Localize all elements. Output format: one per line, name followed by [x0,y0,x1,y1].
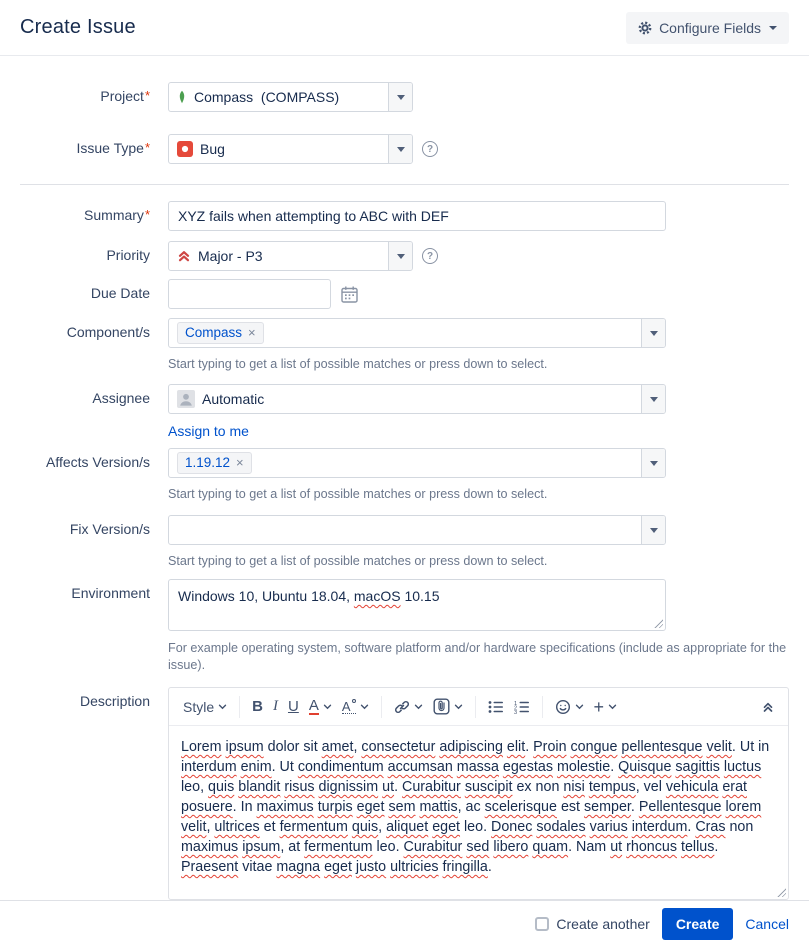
assignee-row [20,384,789,439]
summary-row [20,201,789,231]
environment-helper-text: For example operating system, software platform and/or hardware specifications (include as appropriate for the issue). [168,641,787,672]
chevron-down-icon [360,704,369,710]
dialog-footer [0,900,809,947]
priority-dropdown-button[interactable] [388,242,412,270]
fix-versions-row [20,515,789,570]
text-style-button[interactable] [337,695,374,718]
project-dropdown-button[interactable] [388,83,412,111]
chevron-down-icon [323,704,332,710]
attach-button[interactable] [428,694,468,719]
collapse-toolbar-button[interactable] [757,697,779,717]
underline-button[interactable] [283,694,304,719]
gear-icon [638,21,652,35]
chevron-down-icon [769,26,777,30]
help-icon[interactable]: ? [422,248,438,264]
create-issue-form [0,56,809,900]
required-indicator: * [144,140,150,155]
fix-versions-select[interactable] [168,515,666,545]
priority-select[interactable] [168,241,413,271]
issue-type-value: Bug [200,141,225,157]
assignee-label: Assignee [92,390,150,406]
toolbar-separator [542,696,543,718]
affects-versions-row [20,448,789,503]
assignee-dropdown-button[interactable] [641,385,665,413]
issue-type-select[interactable] [168,134,413,164]
fix-versions-label: Fix Version/s [69,521,150,537]
summary-input[interactable] [168,201,666,231]
required-indicator: * [144,88,150,103]
chevron-down-icon [575,704,584,710]
create-another-label: Create another [556,916,650,932]
chip-remove-icon[interactable]: × [248,325,256,340]
calendar-icon[interactable] [340,285,359,304]
insert-plus-icon: + [593,696,605,717]
resize-handle-icon[interactable] [653,618,663,628]
configure-fields-label: Configure Fields [659,19,761,36]
italic-button[interactable] [268,694,283,719]
svg-text:3: 3 [513,709,517,714]
environment-row [20,579,789,674]
assignee-value: Automatic [202,391,265,407]
issue-type-row [20,134,789,164]
priority-major-icon [177,249,191,263]
assign-to-me-link[interactable]: Assign to me [168,423,249,439]
dropdown-arrow-icon [650,331,658,336]
page-title: Create Issue [20,16,136,38]
affects-versions-dropdown-button[interactable] [641,449,665,477]
user-avatar-icon [177,390,195,408]
chevron-down-icon [454,704,463,710]
svg-text:1: 1 [513,700,517,707]
bug-icon [177,141,193,157]
create-button[interactable]: Create [662,908,734,940]
description-text: Lorem ipsum dolor sit amet, consectetur adipiscing elit. Proin congue pellentesque velit. Ut in interdum enim. Ut condimentum accumsan massa egestas molestie. Quisque sagittis luctus leo, quis blandit risus dignissim ut. Curabitur suscipit ex non nisi tempus, vel vehicula erat posuere. In maximus turpis eget sem mattis, ac scelerisque est semper. Pellentesque lorem velit, ultrices et fermentum quis, aliquet eget leo. Donec sodales varius interdum. Cras non maximus ipsum, at fermentum leo. Curabitur sed libero quam. Nam ut rhoncus tellus. Praesent vitae magna eget justo ultricies fringilla. [181,739,770,875]
section-divider [20,184,789,185]
due-date-input[interactable] [168,279,331,309]
priority-value: Major - P3 [198,248,263,264]
text-color-button[interactable] [304,694,337,719]
priority-row [20,241,789,271]
components-row [20,318,789,373]
collapse-icon [762,701,774,713]
create-another-checkbox[interactable] [535,917,549,931]
project-value: Compass (COMPASS) [194,89,340,105]
svg-text:2: 2 [513,705,517,712]
chevron-down-icon [414,704,423,710]
attach-icon [433,698,450,715]
components-dropdown-button[interactable] [641,319,665,347]
project-label: Project* [100,88,150,104]
chevron-down-icon [608,704,617,710]
toolbar-separator [475,696,476,718]
fix-versions-helper-text: Start typing to get a list of possible matches or press down to select. [168,554,548,568]
dropdown-arrow-icon [650,397,658,402]
description-textarea[interactable] [169,726,788,899]
bold-button[interactable] [247,694,268,719]
issue-type-label: Issue Type* [76,140,150,156]
numbered-list-icon [514,700,530,714]
affects-versions-select[interactable] [168,448,666,478]
dropdown-arrow-icon [650,528,658,533]
toolbar-separator [381,696,382,718]
link-icon [394,699,410,715]
bullet-list-button[interactable] [483,696,509,718]
insert-more-button[interactable] [589,696,623,718]
dropdown-arrow-icon [650,461,658,466]
affects-versions-label: Affects Version/s [45,454,150,470]
description-label: Description [79,693,150,709]
cancel-link[interactable]: Cancel [745,916,789,932]
underline-icon: U [287,698,299,715]
help-icon[interactable]: ? [422,141,438,157]
project-avatar-icon [177,90,187,104]
components-label: Component/s [66,324,150,340]
dropdown-arrow-icon [397,147,405,152]
issue-type-dropdown-button[interactable] [388,135,412,163]
affects-versions-helper-text: Start typing to get a list of possible matches or press down to select. [168,487,548,501]
dialog-header [0,0,809,56]
configure-fields-button[interactable] [626,12,789,44]
chip-label: Compass [185,325,243,340]
environment-textarea[interactable] [168,579,666,631]
dropdown-arrow-icon [397,95,405,100]
description-row [20,687,789,900]
summary-label: Summary* [84,207,150,223]
italic-icon: I [272,698,278,714]
environment-label: Environment [71,585,150,601]
style-menu-button[interactable]: Style [178,695,232,719]
bold-icon: B [252,698,263,715]
toolbar-separator [239,696,240,718]
link-button[interactable] [389,695,428,719]
priority-label: Priority [106,247,150,263]
description-editor [168,687,789,900]
project-row [20,82,789,112]
emoji-button[interactable] [550,695,589,719]
dropdown-arrow-icon [397,254,405,259]
project-select[interactable] [168,82,413,112]
assignee-select[interactable] [168,384,666,414]
due-date-label: Due Date [90,285,150,301]
bullet-list-icon [488,700,504,714]
text-color-icon: A [308,697,319,714]
fix-versions-dropdown-button[interactable] [641,516,665,544]
editor-toolbar [169,688,788,726]
text-style-icon: A [342,699,356,714]
affects-version-chip [177,452,252,474]
emoji-icon [555,699,571,715]
components-helper-text: Start typing to get a list of possible matches or press down to select. [168,357,548,371]
chip-label: 1.19.12 [185,455,231,470]
components-select[interactable] [168,318,666,348]
environment-value: Windows 10, Ubuntu 18.04, macOS 10.15 [178,588,440,604]
component-chip [177,322,264,344]
resize-handle-icon[interactable] [776,887,786,897]
chip-remove-icon[interactable]: × [236,455,244,470]
required-indicator: * [144,207,150,222]
due-date-row [20,279,789,309]
chevron-down-icon [218,704,227,710]
numbered-list-button[interactable] [509,696,535,718]
